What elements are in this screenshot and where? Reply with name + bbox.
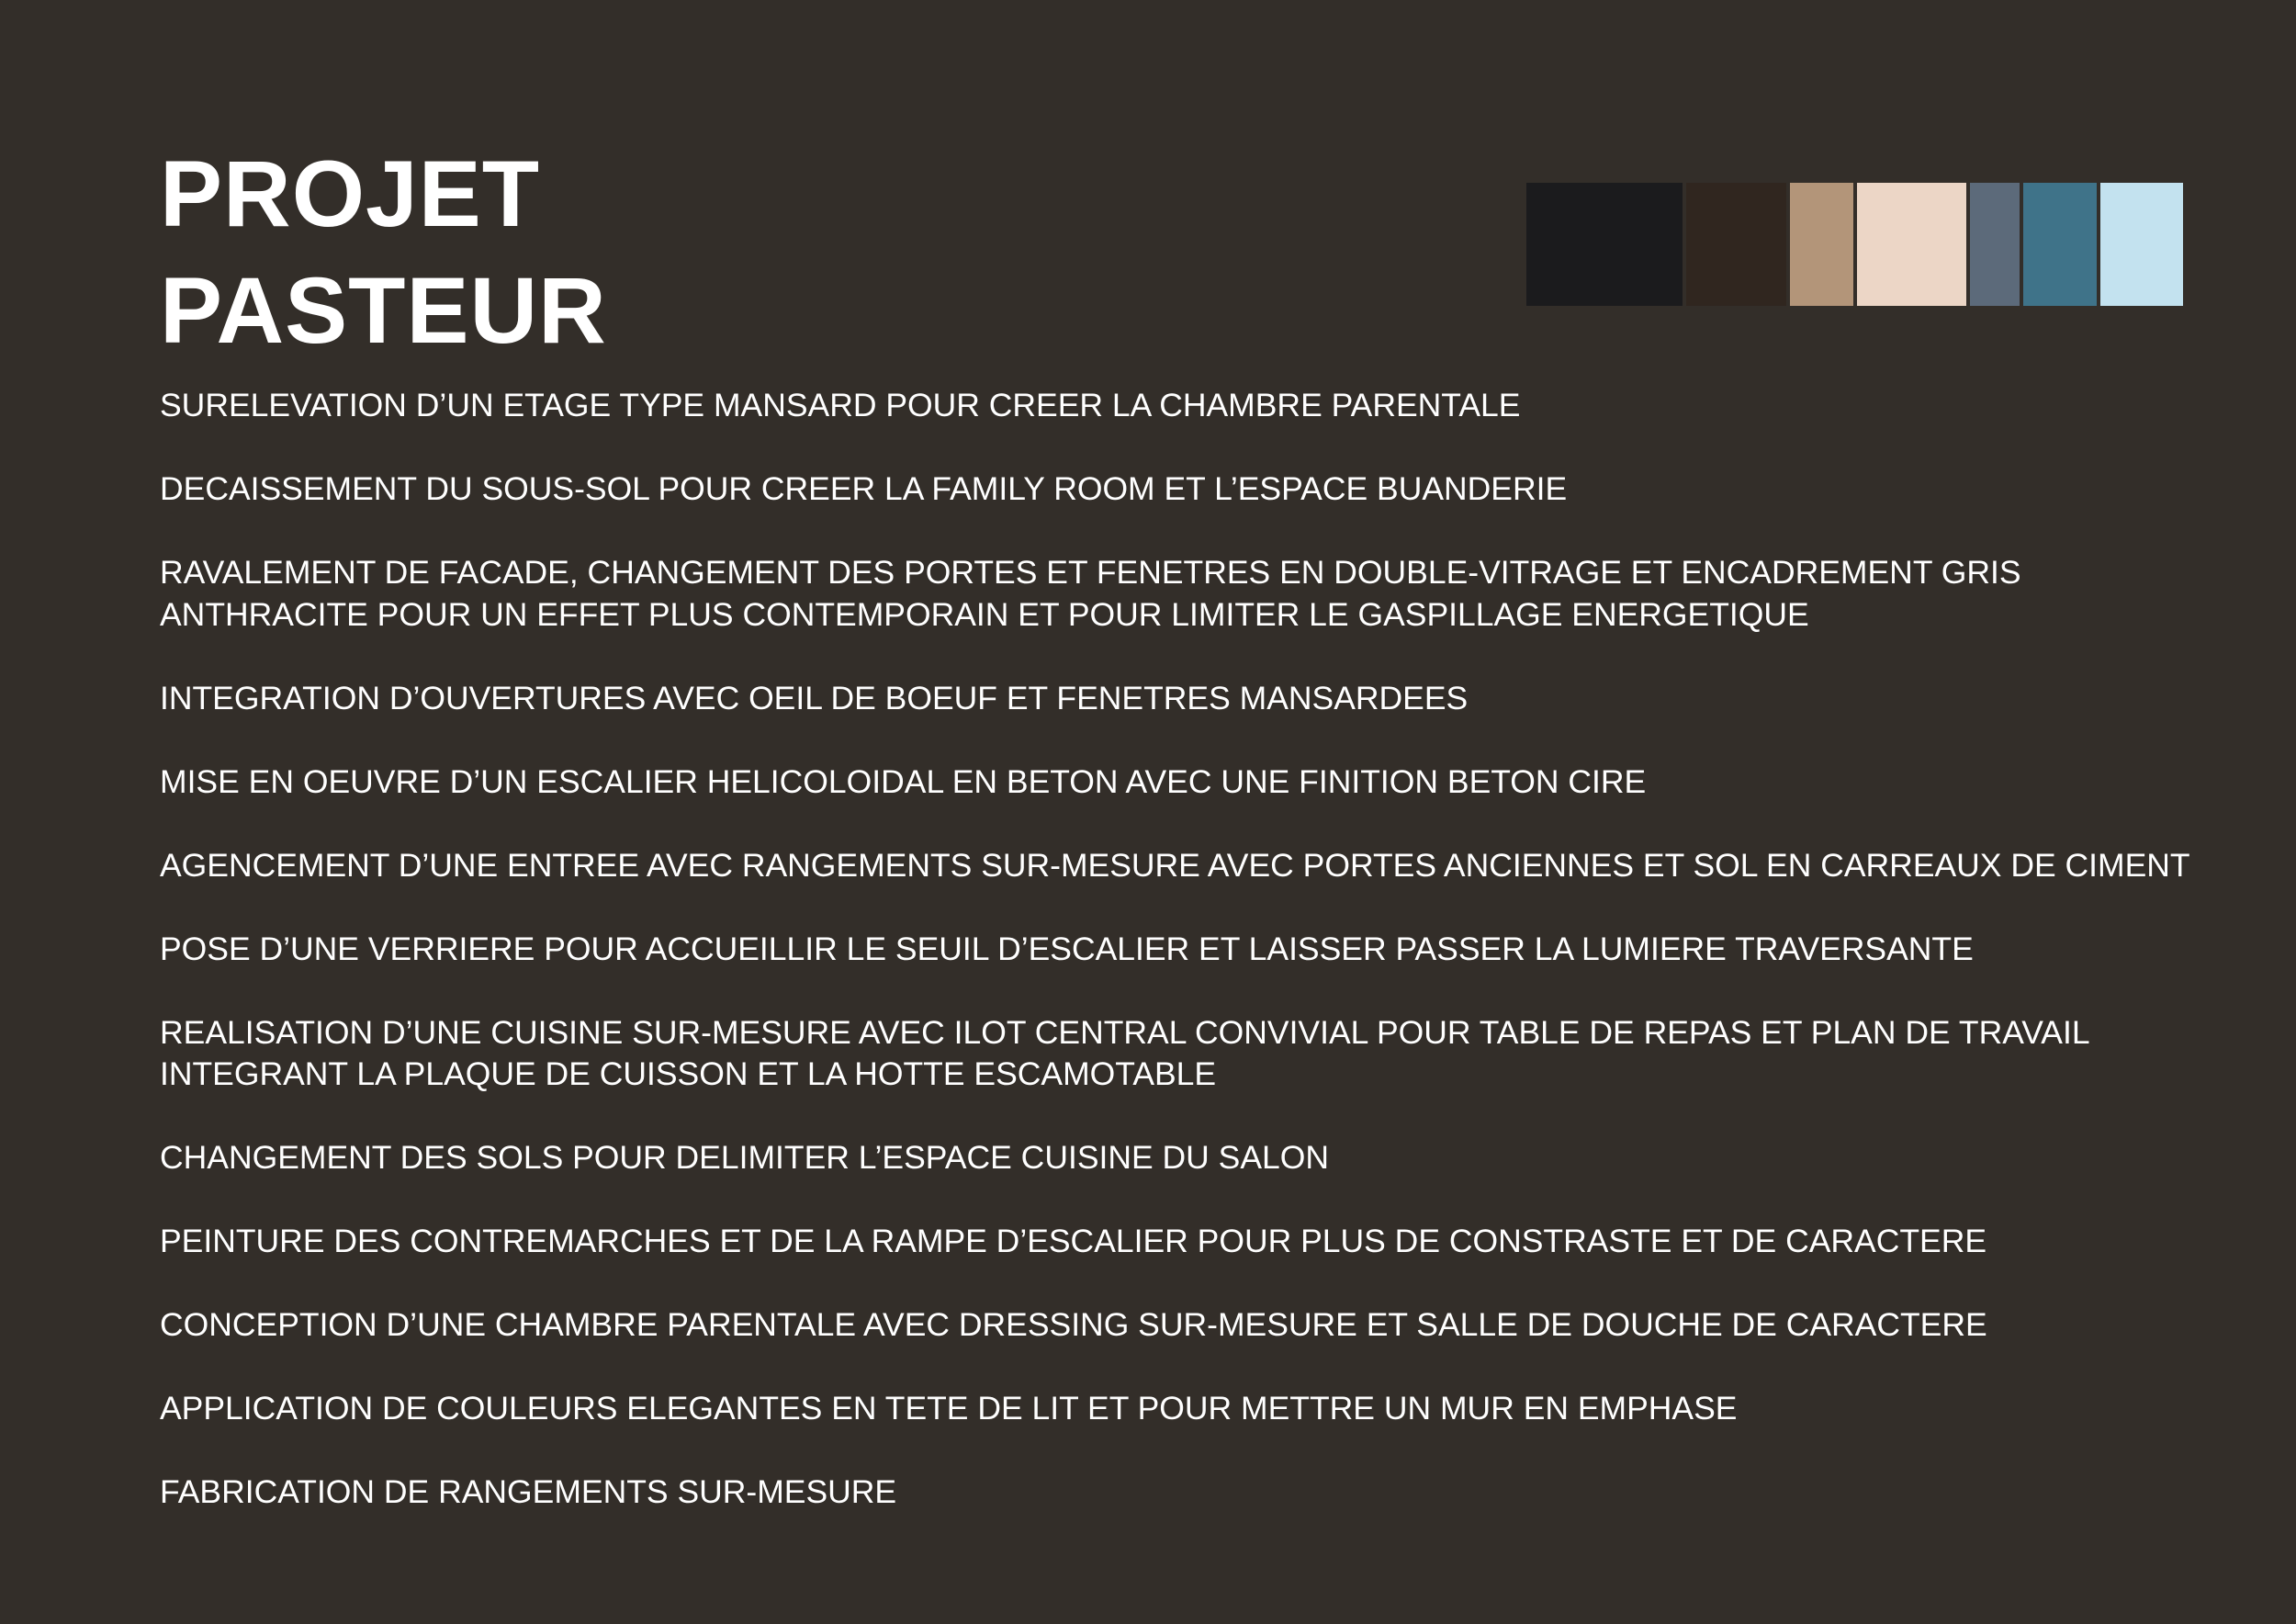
- list-item: MISE EN OEUVRE D’UN ESCALIER HELICOLOIDAL EN BETON AVEC UNE FINITION BETON CIRE: [160, 762, 1647, 800]
- list-item: PEINTURE DES CONTREMARCHES ET DE LA RAMPE D’ESCALIER POUR PLUS DE CONSTRASTE ET DE CARACTERE: [160, 1223, 1987, 1259]
- list-item: APPLICATION DE COULEURS ELEGANTES EN TETE DE LIT ET POUR METTRE UN MUR EN EMPHASE: [160, 1390, 1738, 1427]
- color-swatch: [1686, 183, 1786, 306]
- color-palette: [1526, 183, 2183, 306]
- color-swatch: [1970, 183, 2020, 306]
- list-item: REALISATION D’UNE CUISINE SUR-MESURE AVEC ILOT CENTRAL CONVIVIAL POUR TABLE DE REPAS ET PLAN DE TRAVAIL INTEGRANT LA PLAQUE DE CUISSON ET LA HOTTE ESCAMOTABLE: [160, 1013, 2090, 1092]
- page-title-line-2: PASTEUR: [160, 258, 607, 363]
- color-swatch: [1790, 183, 1853, 306]
- list-item: FABRICATION DE RANGEMENTS SUR-MESURE: [160, 1473, 897, 1510]
- list-item: RAVALEMENT DE FACADE, CHANGEMENT DES PORTES ET FENETRES EN DOUBLE-VITRAGE ET ENCADREMENT GRIS ANTHRACITE POUR UN EFFET PLUS CONTEMPORAIN ET POUR LIMITER LE GASPILLAGE ENERGETIQUE: [160, 554, 2021, 633]
- list-item: CONCEPTION D’UNE CHAMBRE PARENTALE AVEC DRESSING SUR-MESURE ET SALLE DE DOUCHE DE CARACTERE: [160, 1306, 1987, 1343]
- page-title: [160, 136, 607, 369]
- project-items-list: [160, 385, 2235, 1555]
- color-swatch: [1857, 183, 1966, 306]
- color-swatch: [1526, 183, 1683, 306]
- list-item: INTEGRATION D’OUVERTURES AVEC OEIL DE BOEUF ET FENETRES MANSARDEES: [160, 679, 1469, 716]
- list-item: DECAISSEMENT DU SOUS-SOL POUR CREER LA FAMILY ROOM ET L’ESPACE BUANDERIE: [160, 470, 1568, 507]
- list-item: SURELEVATION D’UN ETAGE TYPE MANSARD POUR CREER LA CHAMBRE PARENTALE: [160, 387, 1521, 423]
- page-title-line-1: PROJET: [160, 141, 541, 246]
- list-item: AGENCEMENT D’UNE ENTREE AVEC RANGEMENTS SUR-MESURE AVEC PORTES ANCIENNES ET SOL EN CARREAUX DE CIMENT: [160, 846, 2190, 884]
- list-item: CHANGEMENT DES SOLS POUR DELIMITER L’ESPACE CUISINE DU SALON: [160, 1139, 1330, 1176]
- color-swatch: [2023, 183, 2097, 306]
- list-item: POSE D’UNE VERRIERE POUR ACCUEILLIR LE SEUIL D’ESCALIER ET LAISSER PASSER LA LUMIERE TRAVERSANTE: [160, 930, 1974, 967]
- color-swatch: [2100, 183, 2183, 306]
